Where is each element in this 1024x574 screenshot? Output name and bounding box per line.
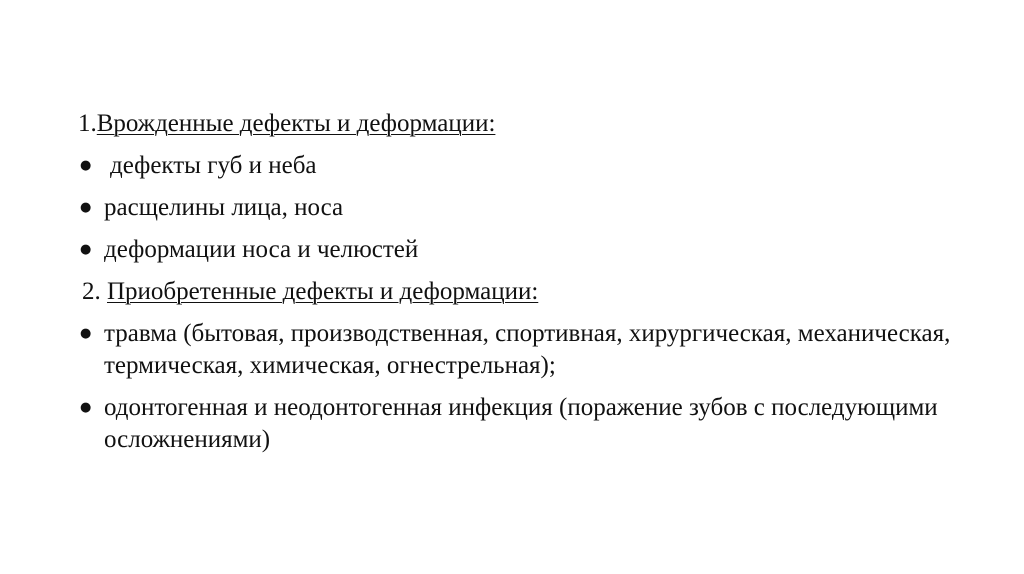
list-item-text: расщелины лица, носа xyxy=(104,194,344,221)
list-item xyxy=(78,150,978,182)
list-item xyxy=(78,192,978,224)
section-title: Приобретенные дефекты и деформации: xyxy=(107,278,539,305)
list-item-text: деформации носа и челюстей xyxy=(104,236,419,263)
section-heading-acquired xyxy=(82,276,978,308)
slide-content xyxy=(78,108,978,466)
bullet-icon: ● xyxy=(80,242,92,257)
bullet-icon: ● xyxy=(80,400,92,415)
section-title: Врожденные дефекты и деформации: xyxy=(96,110,496,137)
list-item xyxy=(78,318,978,382)
section-number: 1. xyxy=(78,110,97,137)
list-item xyxy=(78,392,978,456)
list-item-text: одонтогенная и неодонтогенная инфекция (поражение зубов с последующими осложнениями) xyxy=(104,394,938,453)
section-number: 2. xyxy=(82,278,107,305)
section-heading-congenital xyxy=(78,108,978,140)
list-item-text: дефекты губ и неба xyxy=(110,152,317,179)
list-item xyxy=(78,234,978,266)
bullet-icon: ● xyxy=(80,326,92,341)
bullet-icon: ● xyxy=(80,158,92,173)
list-item-text: травма (бытовая, производственная, спортивная, хирургическая, механическая, термическая, химическая, огнестрельная); xyxy=(104,320,951,379)
bullet-icon: ● xyxy=(80,200,92,215)
